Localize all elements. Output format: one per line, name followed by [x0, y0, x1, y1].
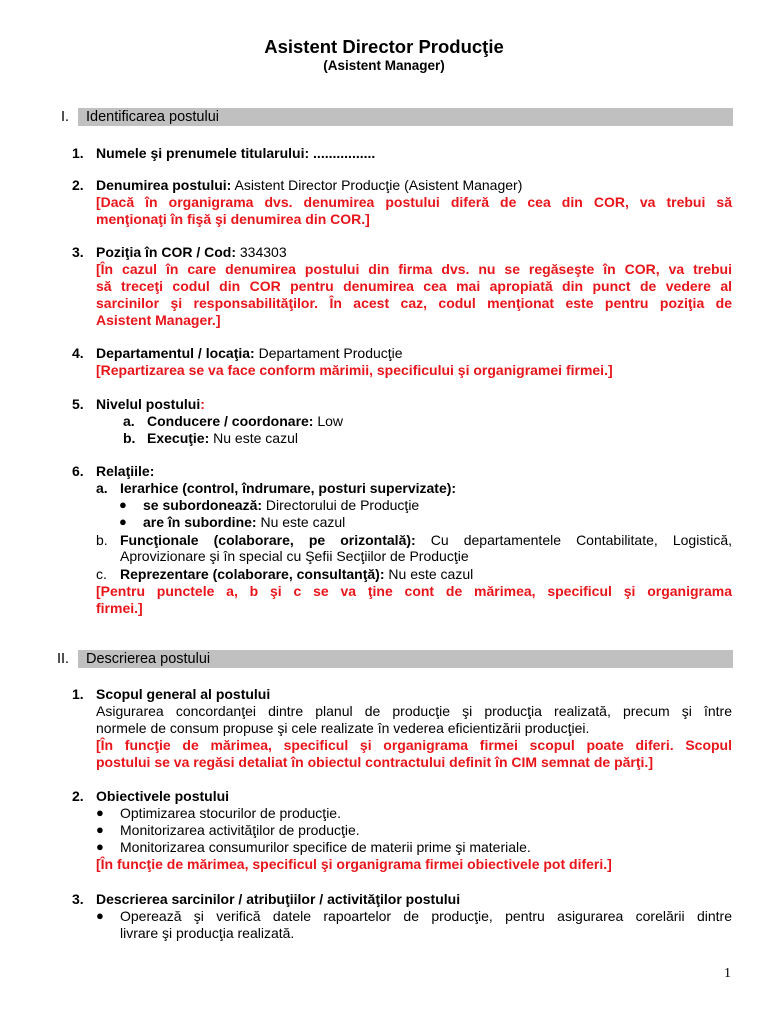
sub-letter: a. [96, 480, 108, 496]
note-line: să treceţi codul din COR pentru denumirea cea mai apropiată din punct de vedere al [96, 278, 732, 294]
note-line: menţionaţi în fişă şi denumirea din COR.] [96, 211, 370, 227]
note-line: Asistent Manager.] [96, 312, 221, 328]
execution-line [147, 430, 768, 447]
management-line [147, 413, 768, 430]
item-number: 2. [72, 177, 84, 193]
item-number: 2. [72, 788, 84, 804]
tasks-heading: Descrierea sarcinilor / atribuţiilor / activităţilor postului [96, 891, 461, 907]
bullet-icon: ● [96, 822, 104, 837]
body-line: Asigurarea concordanţei dintre planul de producţie şi producţia realizată, precum şi între [96, 703, 732, 719]
department-line [96, 345, 732, 362]
field-value: Cu departamentele Contabilitate, Logistică, [415, 532, 732, 548]
page-number: 1 [724, 966, 731, 981]
field-label: Nivelul postului [96, 396, 201, 412]
section-number: I. [61, 109, 70, 125]
subordinates-line [143, 514, 768, 531]
general-purpose-heading: Scopul general al postului [96, 686, 271, 702]
representation-line [120, 566, 756, 583]
note-line: [În cazul în care denumirea postului din firma dvs. nu se regăseşte în COR, va trebui [96, 261, 732, 277]
bullet-icon: ● [96, 805, 104, 820]
field-value: Nu este cazul [209, 430, 298, 446]
sub-letter: b. [96, 532, 108, 548]
section-heading-1 [61, 108, 733, 126]
field-value: Low [313, 413, 344, 429]
section-heading-2 [57, 650, 733, 668]
field-value: Departament Producţie [254, 345, 403, 361]
bullet-icon: ● [119, 497, 127, 512]
field-label: are în subordine: [143, 514, 257, 530]
objectives-heading: Obiectivele postului [96, 788, 230, 804]
document-subtitle: (Asistent Manager) [323, 58, 445, 73]
body-line: normele de consum propuse şi cele realizate în vederea eficientizării producţiei. [96, 720, 590, 736]
functional-relations-cont: Aprovizionare şi în special cu Şefii Secţiilor de Producţie [120, 548, 469, 564]
job-level-line [96, 396, 732, 413]
field-label: Execuţie: [147, 430, 210, 446]
item-number: 1. [72, 686, 84, 702]
field-label: Reprezentare (colaborare, consultanţă): [120, 566, 385, 582]
bullet-icon: ● [96, 839, 104, 854]
sub-letter: c. [96, 566, 107, 582]
item-number: 5. [72, 396, 84, 412]
holder-name-field: Numele şi prenumele titularului: ................ [96, 145, 376, 161]
field-label: Departamentul / locaţia: [96, 345, 255, 361]
note-line: [În funcţie de mărimea, specificul şi organigrama firmei scopul poate diferi. Scopul [96, 737, 732, 753]
item-number: 3. [72, 891, 84, 907]
hierarchical-relations: Ierarhice (control, îndrumare, posturi supervizate): [120, 480, 457, 496]
objective-item: Optimizarea stocurilor de producţie. [120, 805, 341, 821]
objective-item: Monitorizarea activităţilor de producţie. [120, 822, 360, 838]
note-line: postului se va regăsi detaliat în obiectul contractului definit în CIM semnat de părţi.] [96, 754, 653, 770]
functional-relations [120, 532, 732, 549]
item-number: 3. [72, 244, 84, 260]
section-number: II. [57, 651, 70, 667]
field-label: Denumirea postului: [96, 177, 232, 193]
field-value: Directorului de Producţie [262, 497, 420, 513]
subordinate-to-line [143, 497, 768, 514]
note-line: firmei.] [96, 600, 143, 616]
section-title: Identificarea postului [86, 109, 219, 125]
task-item: Operează şi verifică datele rapoartelor de producţie, pentru asigurarea corelării dintre [120, 908, 732, 924]
item-number: 1. [72, 145, 84, 161]
note-line: sarcinilor şi responsabilităţilor. În acest caz, codul menţionat este pentru poziţia de [96, 295, 732, 311]
task-item-cont: livrare şi producţia realizată. [120, 925, 295, 941]
bullet-icon: ● [96, 908, 104, 923]
section-bar [78, 650, 733, 668]
field-label: Funcţionale (colaborare, pe orizontală): [120, 532, 416, 548]
document-title: Asistent Director Producţie [264, 36, 504, 57]
field-label: se subordonează: [143, 497, 263, 513]
note-line: [Dacă în organigrama dvs. denumirea postului diferă de cea din COR, va trebui să [96, 194, 732, 210]
field-label: Poziţia în COR / Cod: [96, 244, 236, 260]
colon: : [200, 396, 205, 412]
field-value: Nu este cazul [256, 514, 346, 530]
field-value: Nu este cazul [384, 566, 474, 582]
field-value: Asistent Director Producţie (Asistent Manager) [231, 177, 523, 193]
item-number: 4. [72, 345, 84, 361]
note-line: [În funcţie de mărimea, specificul şi organigrama firmei obiectivele pot diferi.] [96, 856, 612, 872]
item-number: 6. [72, 463, 84, 479]
sub-letter: b. [123, 430, 136, 446]
note-line: [Repartizarea se va face conform mărimii, specificului şi organigramei firmei.] [96, 362, 613, 378]
job-title-line [96, 177, 732, 194]
section-title: Descrierea postului [86, 651, 211, 667]
cor-code-line [96, 244, 732, 261]
field-label: Conducere / coordonare: [147, 413, 314, 429]
relations-heading: Relaţiile: [96, 463, 155, 479]
objective-item: Monitorizarea consumurilor specifice de materii prime şi materiale. [120, 839, 531, 855]
bullet-icon: ● [119, 514, 127, 529]
note-line: [Pentru punctele a, b şi c se va ţine cont de mărimea, specificul şi organigrama [96, 583, 732, 599]
sub-letter: a. [123, 413, 135, 429]
field-value: 334303 [236, 244, 287, 260]
section-bar [78, 108, 733, 126]
